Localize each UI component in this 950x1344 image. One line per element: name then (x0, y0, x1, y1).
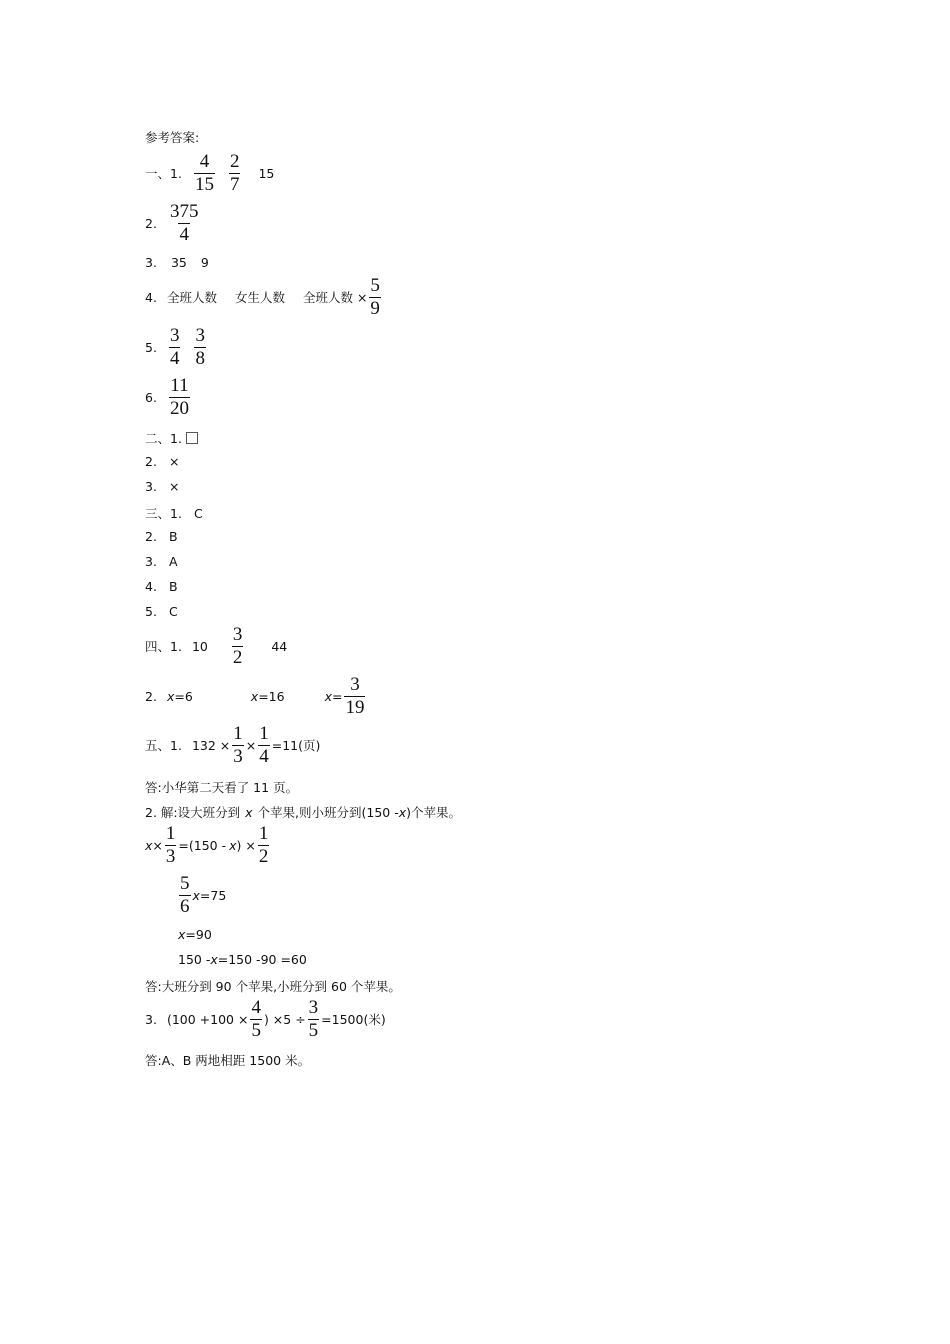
answer-3-1 (145, 504, 203, 522)
variable: x (250, 688, 259, 704)
answer-3-3 (145, 554, 178, 569)
choice: C (168, 604, 178, 619)
fraction: $\frac{3}{5}$ (308, 997, 319, 1041)
item-label: 3. (145, 255, 157, 270)
fraction: $\frac{1}{3}$ (233, 723, 243, 767)
answer-value: 44 (271, 638, 288, 654)
item-label: 5. (145, 604, 157, 619)
item-label: 4. (145, 579, 157, 594)
answer-text: 答:小华第二天看了 11 页。 (145, 780, 299, 795)
fraction: $\frac{5}{6}$ (180, 873, 190, 917)
choice: C (193, 505, 203, 521)
answer-5-3-conclusion (145, 1051, 310, 1069)
answer-value: =16 (258, 688, 285, 704)
item-label: 5. (145, 339, 157, 355)
answer-1-3 (145, 255, 209, 270)
expression: ) ×5 ÷ (263, 1011, 306, 1027)
text: 个苹果,则小班分到(150 - (257, 805, 399, 820)
fraction: $\frac{11}{20}$ (169, 375, 189, 419)
equation-2 (177, 874, 226, 917)
text: )个苹果。 (406, 805, 462, 820)
variable: x (229, 837, 237, 853)
item-label: 4. (145, 289, 157, 305)
answer-3-2 (145, 529, 178, 544)
answer-4-1 (145, 625, 287, 668)
item-label: 3. (145, 554, 157, 569)
answer-1-2 (145, 202, 201, 245)
answer-1-4 (145, 276, 383, 319)
item-label: 3. (145, 479, 157, 494)
variable: x (145, 837, 153, 853)
variable: x (166, 688, 175, 704)
answer-5-3 (145, 998, 386, 1041)
fraction: $\frac{3}{2}$ (232, 624, 243, 668)
answer-5-1-conclusion (145, 778, 298, 796)
item-label: 2. (145, 529, 157, 544)
choice: A (168, 554, 178, 569)
answer-5-2-conclusion (145, 977, 401, 995)
equals: = (331, 688, 343, 704)
fraction: $\frac{2}{7}$ (229, 151, 240, 195)
answer-2-2 (145, 454, 179, 469)
fraction: $\frac{1}{3}$ (165, 823, 176, 867)
expression: =1500(米) (321, 1012, 386, 1028)
variable: x (178, 927, 186, 942)
fraction: $\frac{3}{8}$ (195, 325, 205, 369)
expression: ) × (236, 837, 256, 853)
expression: 132 × (191, 737, 231, 753)
fraction: $\frac{3}{19}$ (345, 674, 365, 718)
answer-3-5 (145, 604, 178, 619)
answer-value: 女生人数 (234, 290, 285, 306)
expression: =11(页) (271, 738, 321, 754)
answer-1-1 (145, 152, 274, 195)
expression: (100 +100 × (166, 1011, 249, 1027)
fraction: $\frac{1}{2}$ (258, 823, 269, 867)
answer-value: =6 (174, 688, 193, 704)
answer-text: 答:大班分到 90 个苹果,小班分到 60 个苹果。 (145, 979, 401, 994)
variable: x (210, 952, 218, 967)
equation-4 (178, 952, 307, 967)
answer-2-3 (145, 479, 179, 494)
page-title (145, 128, 199, 146)
expression: =150 -90 =60 (217, 952, 307, 967)
expression: =(150 - (178, 837, 227, 853)
equation-3 (178, 927, 212, 942)
item-label: 五、1. (145, 738, 182, 754)
variable: x (398, 804, 407, 820)
item-label: 一、1. (145, 166, 182, 182)
checkbox-glyph (186, 432, 198, 444)
fraction: $\frac{4}{5}$ (251, 997, 261, 1041)
variable: x (245, 804, 253, 820)
expression: =90 (185, 927, 212, 942)
fraction: $\frac{1}{4}$ (259, 723, 269, 767)
item-label: 3. (145, 1011, 157, 1027)
item-label: 2. (145, 688, 157, 704)
item-label: 2. (145, 454, 157, 469)
choice: B (168, 579, 178, 594)
answer-value: 9 (200, 255, 209, 270)
answer-value: 35 (170, 255, 187, 270)
cross-mark: × (168, 479, 180, 494)
answer-5-1 (145, 724, 320, 767)
fraction: $\frac{375}{4}$ (169, 201, 199, 245)
item-label: 6. (145, 389, 157, 405)
answer-1-5 (145, 326, 208, 369)
answer-value: 全班人数 (166, 290, 217, 306)
fraction: $\frac{3}{4}$ (169, 325, 180, 369)
answer-value: 10 (191, 638, 208, 654)
fraction: $\frac{5}{9}$ (370, 275, 380, 319)
answer-5-2 (145, 803, 461, 821)
operator: × (245, 737, 257, 753)
item-label: 2. (145, 215, 157, 231)
answer-1-6 (145, 376, 192, 419)
expression: =75 (199, 887, 227, 903)
fraction: $\frac{4}{15}$ (194, 151, 214, 195)
answer-text: 答:A、B 两地相距 1500 米。 (145, 1053, 311, 1068)
choice: B (168, 529, 178, 544)
item-label: 三、1. (145, 506, 182, 521)
equation-1 (145, 824, 271, 867)
answer-4-2 (145, 675, 367, 718)
variable: x (192, 887, 200, 903)
answer-value: 15 (258, 165, 275, 181)
variable: x (324, 688, 332, 704)
expression: 150 - (178, 952, 211, 967)
item-label: 四、1. (145, 639, 182, 655)
operator: × (152, 837, 163, 853)
answer-3-4 (145, 579, 178, 594)
item-label: 二、1. (145, 431, 182, 446)
header-text: 参考答案: (145, 130, 200, 145)
item-label: 2. 解:设大班分到 (145, 805, 241, 820)
answer-2-1 (145, 429, 198, 447)
cross-mark: × (168, 454, 180, 469)
answer-value: 全班人数 × (302, 290, 368, 306)
